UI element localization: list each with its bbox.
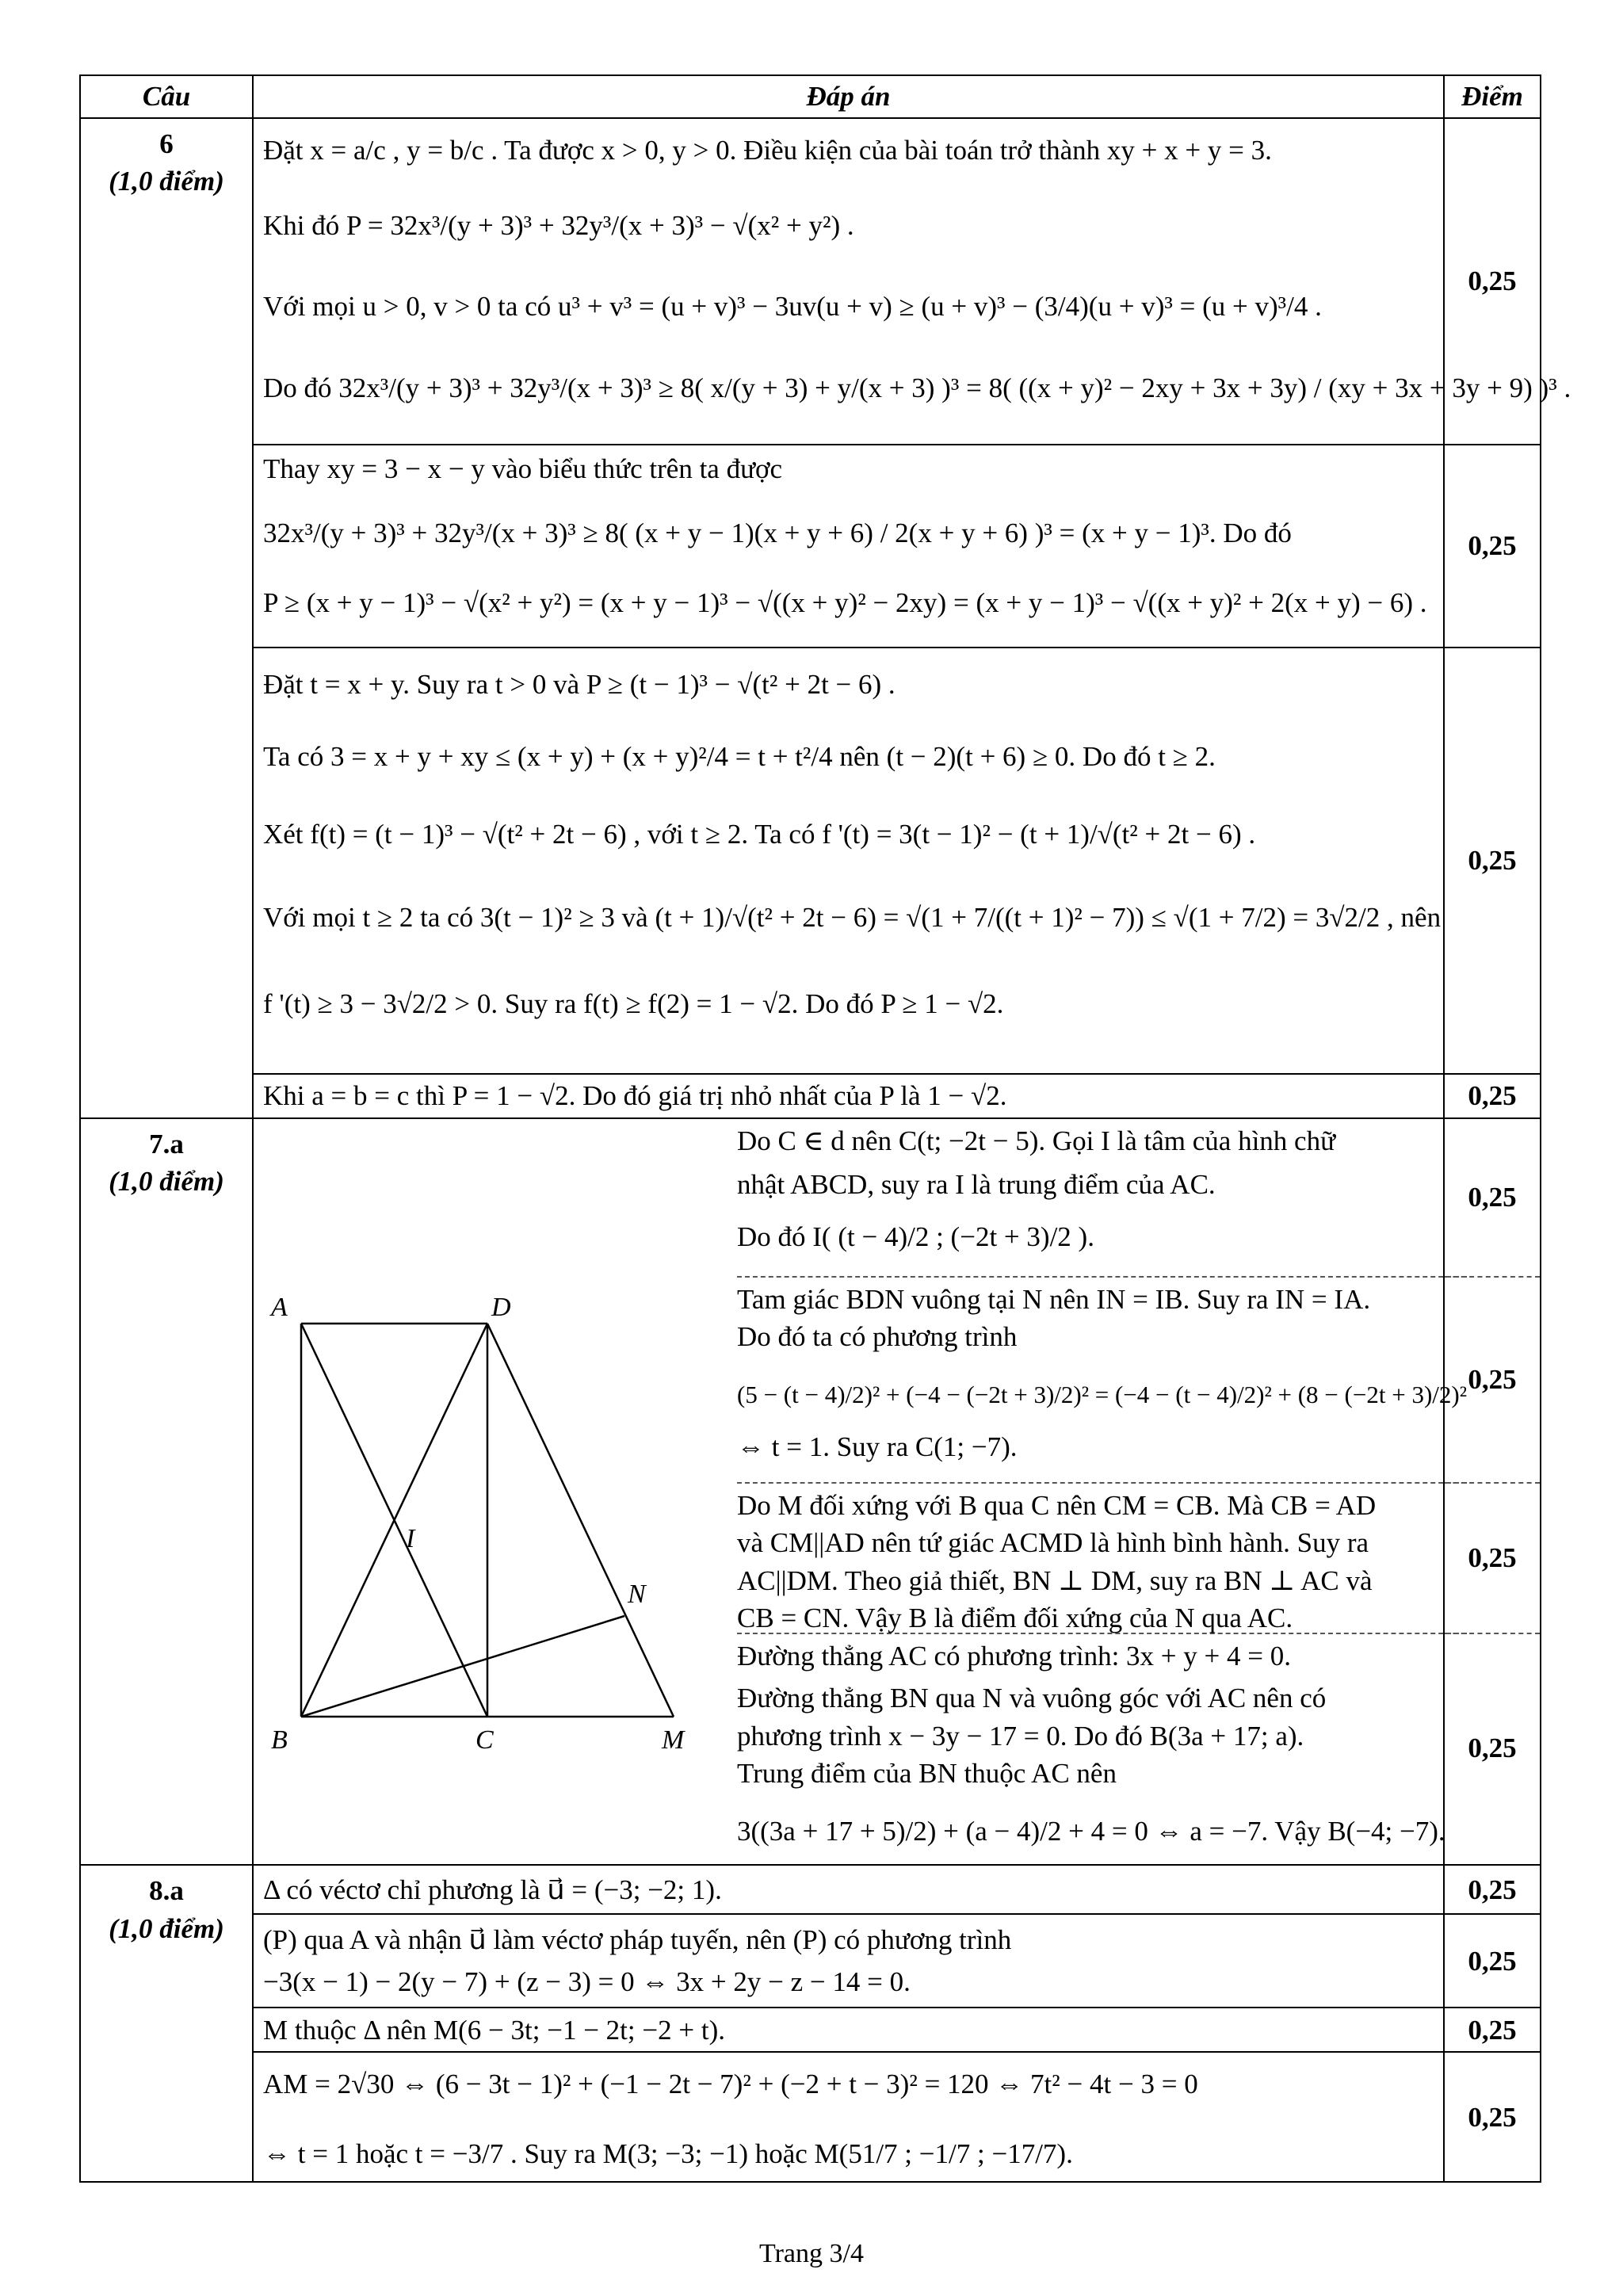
q6-p1-line2: Khi đó P = 32x³/(y + 3)³ + 32y³/(x + 3)³ − √(x² + y²) .: [263, 210, 854, 242]
q8-score-4: 0,25: [1444, 2052, 1541, 2182]
q6-number: 6: [159, 128, 174, 159]
q8-number: 8.a: [149, 1875, 184, 1907]
q7-score-4: 0,25: [1468, 1733, 1517, 1764]
q7-s1-line2: nhật ABCD, suy ra I là trung điểm của AC.: [737, 1169, 1216, 1201]
q8-row-1: [80, 1865, 1541, 1914]
label-C: C: [475, 1725, 494, 1755]
label-I: I: [406, 1524, 415, 1553]
header-row: [80, 75, 1541, 118]
q8-part-2: [253, 1914, 1444, 2008]
q6-score-2: 0,25: [1444, 445, 1541, 648]
q8-score-2: 0,25: [1444, 1914, 1541, 2008]
q8-score-3: 0,25: [1444, 2008, 1541, 2052]
q8-s4-line2: ⇔ t = 1 hoặc t = −3/7 . Suy ra M(3; −3; −1) hoặc M(51/7 ; −1/7 ; −17/7).: [263, 2137, 1073, 2169]
q7-s2-line4: ⇔ t = 1. Suy ra C(1; −7).: [737, 1431, 1018, 1463]
q7-split: [254, 1119, 1467, 1864]
q8-row-3: [80, 2008, 1541, 2052]
q6-p3-line2: Ta có 3 = x + y + xy ≤ (x + y) + (x + y)²/4 = t + t²/4 nên (t − 2)(t + 6) ≥ 0. Do đó t ≥ 2.: [263, 741, 1216, 773]
label-D: D: [491, 1293, 511, 1322]
q7-step-2: [737, 1278, 1467, 1484]
q7-score-2: 0,25: [1445, 1278, 1540, 1484]
q7-s3-line3: AC||DM. Theo giả thiết, BN ⊥ DM, suy ra BN ⊥ AC và: [737, 1564, 1373, 1596]
q7-figure: [254, 1119, 729, 1864]
q8-row-2: [80, 1914, 1541, 2008]
q7-s3-line2: và CM||AD nên tứ giác ACMD là hình bình hành. Suy ra: [737, 1527, 1369, 1559]
q8-s3-line1: M thuộc Δ nên M(6 − 3t; −1 − 2t; −2 + t).: [263, 2014, 725, 2046]
q6-p2-line3: P ≥ (x + y − 1)³ − √(x² + y²) = (x + y − 1)³ − √((x + y)² − 2xy) = (x + y − 1)³ − √((x + y)² + 2(x + y) − 6) .: [263, 586, 1427, 618]
q7-s2-line3: (5 − (t − 4)/2)² + (−4 − (−2t + 3)/2)² = (−4 − (t − 4)/2)² + (8 − (−2t + 3)/2)²: [737, 1380, 1467, 1408]
header-question: Câu: [80, 75, 253, 118]
q6-p3-line1: Đặt t = x + y. Suy ra t > 0 và P ≥ (t − 1)³ − √(t² + 2t − 6) .: [263, 669, 896, 700]
q7-row: [80, 1118, 1541, 1865]
q8-row-4: [80, 2052, 1541, 2182]
q8-score-1: 0,25: [1444, 1865, 1541, 1914]
q6-p3-line4: Với mọi t ≥ 2 ta có 3(t − 1)² ≥ 3 và (t + 1)/√(t² + 2t − 6) = √(1 + 7/((t + 1)² − 7)) ≤ √(1 + 7/2) = 3√2/2 , nên: [263, 901, 1442, 933]
header-answer: Đáp án: [253, 75, 1444, 118]
q7-label: [80, 1118, 253, 1865]
q7-s1-line1: Do C ∈ d nên C(t; −2t − 5). Gọi I là tâm của hình chữ: [737, 1125, 1336, 1156]
q7-step-3: [737, 1484, 1467, 1634]
q6-p2-line2: 32x³/(y + 3)³ + 32y³/(x + 3)³ ≥ 8( (x + y − 1)(x + y + 6) / 2(x + y + 6) )³ = (x + y − 1)³. Do đó: [263, 518, 1292, 549]
q6-p3-line3: Xét f(t) = (t − 1)³ − √(t² + 2t − 6) , với t ≥ 2. Ta có f '(t) = 3(t − 1)² − (t + 1)/√(t² + 2t − 6) .: [263, 818, 1256, 850]
q6-row-3: [80, 648, 1541, 1074]
q8-part-1: [253, 1865, 1444, 1914]
q7-s4-line1: Đường thẳng AC có phương trình: 3x + y + 4 = 0.: [737, 1641, 1292, 1671]
q6-p1-line3: Với mọi u > 0, v > 0 ta có u³ + v³ = (u + v)³ − 3uv(u + v) ≥ (u + v)³ − (3/4)(u + v)³ = (u + v)³/4 .: [263, 290, 1322, 322]
q8-points: (1,0 điểm): [109, 1912, 224, 1944]
q8-label: [80, 1865, 253, 2182]
q7-s3-line1: Do M đối xứng với B qua C nên CM = CB. Mà CB = AD: [737, 1490, 1377, 1521]
q6-score-4: 0,25: [1444, 1074, 1541, 1118]
answer-table: [79, 74, 1571, 2183]
q6-row-2: [80, 445, 1541, 648]
q6-part-3: [253, 648, 1444, 1074]
q8-s4-line1: AM = 2√30 ⇔ (6 − 3t − 1)² + (−1 − 2t − 7)² + (−2 + t − 3)² = 120 ⇔ 7t² − 4t − 3 = 0: [263, 2069, 1198, 2100]
label-A: A: [271, 1293, 288, 1322]
q6-p4-line1: Khi a = b = c thì P = 1 − √2. Do đó giá trị nhỏ nhất của P là 1 − √2.: [263, 1080, 1007, 1112]
q7-score-3: 0,25: [1445, 1484, 1540, 1634]
q7-s4-line5: 3((3a + 17 + 5)/2) + (a − 4)/2 + 4 = 0 ⇔ a = −7. Vậy B(−4; −7).: [737, 1816, 1445, 1847]
q6-score-3: 0,25: [1444, 648, 1541, 1074]
q6-points: (1,0 điểm): [109, 166, 224, 197]
q6-p1-line4: Do đó 32x³/(y + 3)³ + 32y³/(x + 3)³ ≥ 8( x/(y + 3) + y/(x + 3) )³ = 8( ((x + y)² − 2xy + 3x + 3y) / (xy + 3x + 3y + 9) )³ .: [263, 372, 1571, 403]
page-footer: Trang 3/4: [759, 2239, 864, 2268]
q7-step-1: [737, 1119, 1467, 1278]
q6-score-1: 0,25: [1444, 118, 1541, 445]
q7-s3-line4: CB = CN. Vậy B là điểm đối xứng của N qua AC.: [737, 1602, 1293, 1633]
q7-s4-line2: Đường thẳng BN qua N và vuông góc với AC nên có: [737, 1683, 1327, 1714]
label-N: N: [628, 1580, 646, 1609]
q6-part-2: [253, 445, 1444, 648]
q7-answer: [253, 1118, 1467, 1865]
q7-score-1: 0,25: [1445, 1119, 1540, 1278]
q8-part-4: [253, 2052, 1444, 2182]
segment-BN: [301, 1616, 624, 1717]
q6-row-1: [80, 118, 1541, 445]
q7-points: (1,0 điểm): [109, 1166, 224, 1198]
q6-label: [80, 118, 253, 1118]
q7-number: 7.a: [149, 1129, 184, 1159]
q8-s2-line1: (P) qua A và nhận u⃗ làm véctơ pháp tuyến, nên (P) có phương trình: [263, 1924, 1012, 1955]
q7-s4-line3: phương trình x − 3y − 17 = 0. Do đó B(3a + 17; a).: [737, 1720, 1304, 1752]
q6-p1-line1: Đặt x = a/c , y = b/c . Ta được x > 0, y > 0. Điều kiện của bài toán trở thành xy + x + y = 3.: [263, 135, 1272, 166]
q7-s4-line4: Trung điểm của BN thuộc AC nên: [737, 1757, 1117, 1789]
q6-row-4: [80, 1074, 1541, 1118]
q8-part-3: [253, 2008, 1444, 2052]
q7-step-4: [737, 1634, 1467, 1862]
segment-DM: [487, 1324, 674, 1717]
q6-p2-line1: Thay xy = 3 − x − y vào biểu thức trên ta được: [263, 453, 783, 484]
label-B: B: [271, 1725, 288, 1755]
label-M: M: [662, 1725, 685, 1755]
q8-s1-line1: Δ có véctơ chỉ phương là u⃗ = (−3; −2; 1).: [263, 1874, 722, 1905]
header-score: Điểm: [1444, 75, 1541, 118]
q6-p3-line5: f '(t) ≥ 3 − 3√2/2 > 0. Suy ra f(t) ≥ f(2) = 1 − √2. Do đó P ≥ 1 − √2.: [263, 988, 1004, 1019]
q7-s2-line2: Do đó ta có phương trình: [737, 1321, 1018, 1353]
q7-s1-line3: Do đó I( (t − 4)/2 ; (−2t + 3)/2 ).: [737, 1221, 1094, 1252]
q7-text: [729, 1119, 1467, 1864]
q8-s2-line2: −3(x − 1) − 2(y − 7) + (z − 3) = 0 ⇔ 3x + 2y − z − 14 = 0.: [263, 1966, 911, 1998]
q6-part-4: [253, 1074, 1444, 1118]
rectangle-figure: [254, 1119, 729, 1855]
q7-s2-line1: Tam giác BDN vuông tại N nên IN = IB. Suy ra IN = IA.: [737, 1284, 1371, 1315]
